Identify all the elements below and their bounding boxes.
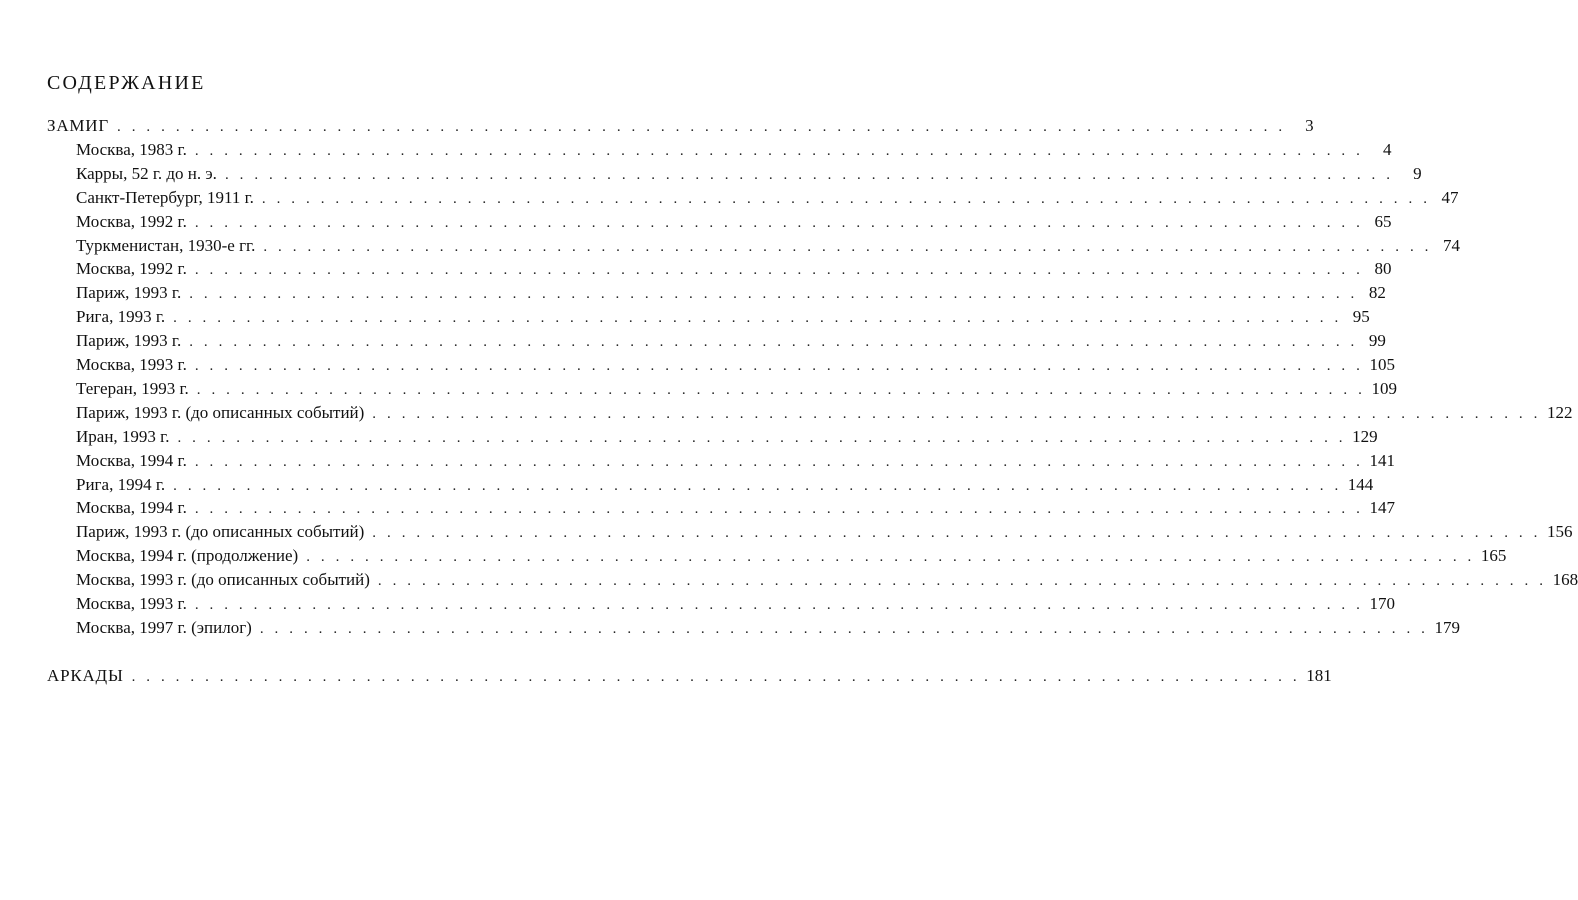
chapter-title: Париж, 1993 г. — [76, 283, 182, 303]
page-number: 74 — [1443, 235, 1461, 255]
page-number: 99 — [1368, 331, 1386, 351]
page-number: 80 — [1374, 259, 1392, 279]
chapter-title: Москва, 1997 г. (эпилог) — [76, 617, 252, 637]
page-number: 179 — [1434, 617, 1460, 637]
toc-chapter-entry — [76, 330, 1386, 352]
part-title: ЗАМИГ — [47, 116, 110, 135]
chapter-title: Москва, 1992 г. — [76, 259, 187, 279]
chapter-title: Москва, 1993 г. — [76, 594, 187, 613]
dot-leader: . . . . . . . . . . . . . . . . . . . . . . . . . . . . . . . . . . . . . . . . . . . . . . . . . . . . . . . . . . . . . . . . . . . . . . . . . . . . . . . . — [263, 238, 1433, 255]
toc-chapter-entry — [76, 450, 1395, 472]
dot-leader: . . . . . . . . . . . . . . . . . . . . . . . . . . . . . . . . . . . . . . . . . . . . . . . . . . . . . . . . . . . . . . . . . . . . . . . . . . . . . . . . — [306, 549, 1475, 566]
toc-chapter-entry — [76, 187, 1459, 209]
dot-leader: . . . . . . . . . . . . . . . . . . . . . . . . . . . . . . . . . . . . . . . . . . . . . . . . . . . . . . . . . . . . . . . . . . . . . . . . . . . . . . . . — [177, 429, 1347, 446]
toc-part-entry — [47, 115, 1314, 137]
chapter-title: Тегеран, 1993 г. — [76, 378, 189, 398]
toc-chapter-entry — [76, 521, 1573, 543]
chapter-title: Рига, 1993 г. — [76, 307, 166, 327]
toc-part-entry — [47, 665, 1332, 687]
page-number: 181 — [1306, 665, 1332, 685]
page-number: 156 — [1546, 522, 1573, 542]
chapter-title: Иран, 1993 г. — [76, 426, 170, 446]
chapter-title: Туркменистан, 1930-е гг. — [76, 235, 256, 255]
chapter-title: Рига, 1994 г. — [76, 474, 166, 494]
dot-leader: . . . . . . . . . . . . . . . . . . . . . . . . . . . . . . . . . . . . . . . . . . . . . . . . . . . . . . . . . . . . . . . . . . . . . . . . . . . . . . . . — [194, 597, 1364, 613]
toc-chapter-entry — [76, 569, 1578, 591]
page-number: 109 — [1371, 378, 1397, 398]
dot-leader: . . . . . . . . . . . . . . . . . . . . . . . . . . . . . . . . . . . . . . . . . . . . . . . . . . . . . . . . . . . . . . . . . . . . . . . . . . . . . . . . — [196, 381, 1366, 398]
page-number: 105 — [1369, 355, 1395, 374]
dot-leader: . . . . . . . . . . . . . . . . . . . . . . . . . . . . . . . . . . . . . . . . . . . . . . . . . . . . . . . . . . . . . . . . . . . . . . . . . . . . . . . . — [189, 286, 1358, 303]
toc-chapter-entry — [76, 258, 1392, 280]
chapter-title: Москва, 1994 г. (продолжение) — [76, 546, 299, 566]
chapter-title: Париж, 1993 г. — [76, 331, 182, 351]
page-number: 95 — [1352, 307, 1370, 327]
page-number: 165 — [1480, 546, 1507, 566]
dot-leader: . . . . . . . . . . . . . . . . . . . . . . . . . . . . . . . . . . . . . . . . . . . . . . . . . . . . . . . . . . . . . . . . . . . . . . . . . . . . . . . . — [194, 214, 1364, 231]
page-number: 170 — [1369, 594, 1395, 613]
dot-leader: . . . . . . . . . . . . . . . . . . . . . . . . . . . . . . . . . . . . . . . . . . . . . . . . . . . . . . . . . . . . . . . . . . . . . . . . . . . . . . . . — [194, 453, 1364, 470]
toc-chapter-entry — [76, 211, 1392, 233]
page-number: 47 — [1441, 187, 1459, 207]
toc-chapter-entry — [76, 545, 1507, 567]
toc-chapter-entry — [76, 282, 1386, 304]
toc-chapter-entry — [76, 497, 1395, 519]
chapter-title: Карры, 52 г. до н. э. — [76, 163, 217, 183]
chapter-title: Париж, 1993 г. (до описанных событий) — [76, 402, 365, 422]
toc-chapter-entry — [76, 163, 1422, 185]
page-title: СОДЕРЖАНИЕ — [47, 72, 206, 94]
dot-leader: . . . . . . . . . . . . . . . . . . . . . . . . . . . . . . . . . . . . . . . . . . . . . . . . . . . . . . . . . . . . . . . . . . . . . . . . . . . . . . . . — [189, 334, 1358, 351]
page-number: 65 — [1374, 211, 1392, 231]
toc-chapter-entry — [76, 426, 1378, 448]
dot-leader: . . . . . . . . . . . . . . . . . . . . . . . . . . . . . . . . . . . . . . . . . . . . . . . . . . . . . . . . . . . . . . . . . . . . . . . . . . . . . . . . — [372, 405, 1541, 422]
chapter-title: Москва, 1993 г. (до описанных событий) — [76, 570, 370, 590]
page-number: 9 — [1413, 163, 1422, 183]
chapter-title: Москва, 1994 г. — [76, 450, 187, 470]
dot-leader: . . . . . . . . . . . . . . . . . . . . . . . . . . . . . . . . . . . . . . . . . . . . . . . . . . . . . . . . . . . . . . . . . . . . . . . . . . . . . . . . — [224, 166, 1394, 183]
dot-leader: . . . . . . . . . . . . . . . . . . . . . . . . . . . . . . . . . . . . . . . . . . . . . . . . . . . . . . . . . . . . . . . . . . . . . . . . . . . . . . . . — [131, 668, 1301, 685]
dot-leader: . . . . . . . . . . . . . . . . . . . . . . . . . . . . . . . . . . . . . . . . . . . . . . . . . . . . . . . . . . . . . . . . . . . . . . . . . . . . . . . . — [259, 620, 1429, 637]
page-number: 82 — [1368, 283, 1386, 303]
page-number: 129 — [1352, 426, 1378, 446]
page-number: 141 — [1369, 450, 1395, 470]
dot-leader: . . . . . . . . . . . . . . . . . . . . . . . . . . . . . . . . . . . . . . . . . . . . . . . . . . . . . . . . . . . . . . . . . . . . . . . . . . . . . . . . — [117, 119, 1286, 135]
toc-chapter-entry — [76, 354, 1395, 376]
page-number: 147 — [1369, 498, 1395, 518]
dot-leader: . . . . . . . . . . . . . . . . . . . . . . . . . . . . . . . . . . . . . . . . . . . . . . . . . . . . . . . . . . . . . . . . . . . . . . . . . . . . . . . . — [173, 477, 1342, 494]
page-number: 4 — [1382, 139, 1392, 159]
toc-chapter-entry — [76, 593, 1395, 615]
dot-leader: . . . . . . . . . . . . . . . . . . . . . . . . . . . . . . . . . . . . . . . . . . . . . . . . . . . . . . . . . . . . . . . . . . . . . . . . . . . . . . . . — [173, 310, 1342, 327]
dot-leader: . . . . . . . . . . . . . . . . . . . . . . . . . . . . . . . . . . . . . . . . . . . . . . . . . . . . . . . . . . . . . . . . . . . . . . . . . . . . . . . . — [261, 190, 1431, 207]
toc-chapter-entry — [76, 474, 1374, 496]
dot-leader: . . . . . . . . . . . . . . . . . . . . . . . . . . . . . . . . . . . . . . . . . . . . . . . . . . . . . . . . . . . . . . . . . . . . . . . . . . . . . . . . — [372, 525, 1541, 542]
chapter-title: Москва, 1994 г. — [76, 498, 187, 518]
page-number: 122 — [1546, 402, 1573, 422]
chapter-title: Москва, 1983 г. — [76, 139, 187, 159]
dot-leader: . . . . . . . . . . . . . . . . . . . . . . . . . . . . . . . . . . . . . . . . . . . . . . . . . . . . . . . . . . . . . . . . . . . . . . . . . . . . . . . . — [194, 142, 1364, 159]
toc-chapter-entry — [76, 378, 1397, 400]
dot-leader: . . . . . . . . . . . . . . . . . . . . . . . . . . . . . . . . . . . . . . . . . . . . . . . . . . . . . . . . . . . . . . . . . . . . . . . . . . . . . . . . — [377, 573, 1547, 590]
part-title: АРКАДЫ — [47, 665, 124, 685]
dot-leader: . . . . . . . . . . . . . . . . . . . . . . . . . . . . . . . . . . . . . . . . . . . . . . . . . . . . . . . . . . . . . . . . . . . . . . . . . . . . . . . . — [194, 358, 1364, 374]
chapter-title: Париж, 1993 г. (до описанных событий) — [76, 522, 365, 542]
dot-leader: . . . . . . . . . . . . . . . . . . . . . . . . . . . . . . . . . . . . . . . . . . . . . . . . . . . . . . . . . . . . . . . . . . . . . . . . . . . . . . . . — [194, 501, 1364, 518]
toc-chapter-entry — [76, 402, 1573, 424]
page-number: 3 — [1305, 116, 1314, 135]
toc-chapter-entry — [76, 617, 1460, 639]
toc-chapter-entry — [76, 235, 1461, 257]
toc-chapter-entry — [76, 306, 1370, 328]
page-number: 168 — [1552, 570, 1578, 590]
page-number: 144 — [1347, 474, 1374, 494]
toc-chapter-entry — [76, 139, 1392, 161]
chapter-title: Москва, 1992 г. — [76, 211, 187, 231]
chapter-title: Москва, 1993 г. — [76, 355, 187, 374]
chapter-title: Санкт-Петербург, 1911 г. — [76, 187, 254, 207]
dot-leader: . . . . . . . . . . . . . . . . . . . . . . . . . . . . . . . . . . . . . . . . . . . . . . . . . . . . . . . . . . . . . . . . . . . . . . . . . . . . . . . . — [194, 262, 1364, 279]
